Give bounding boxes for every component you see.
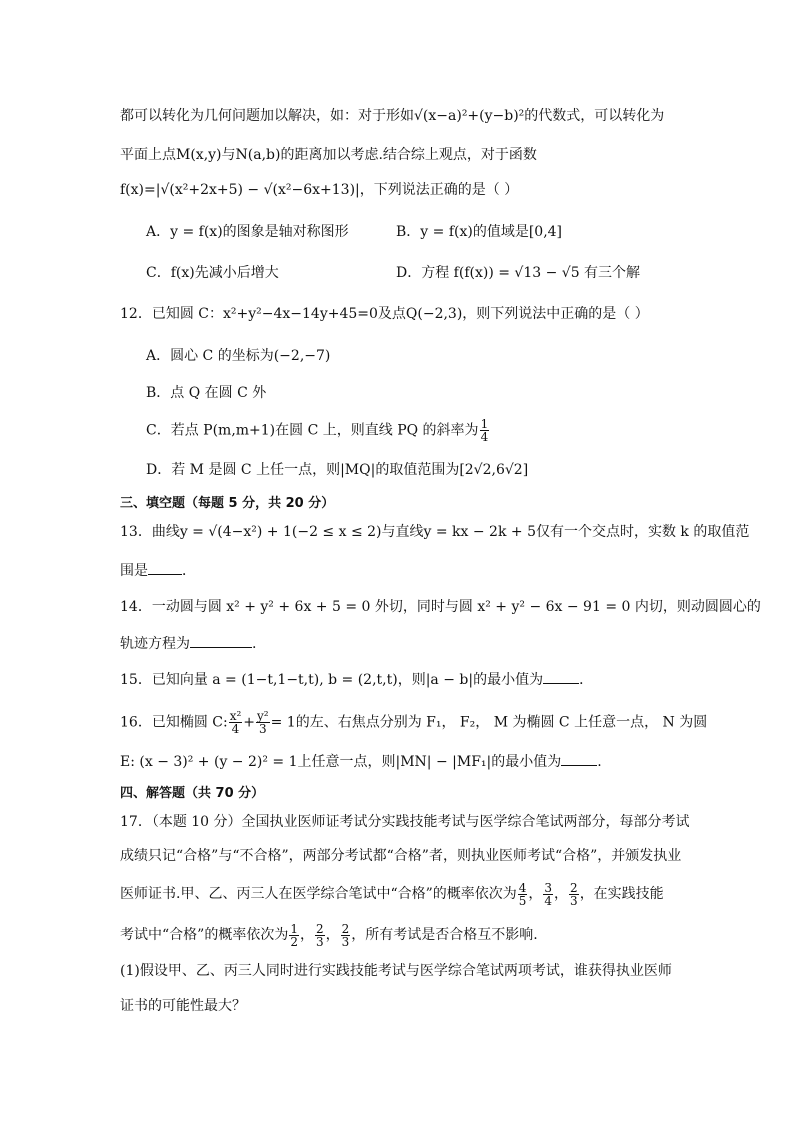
q12-option-d: D．若 M 是圆 C 上任一点，则|MQ|的取值范围为[2√2,6√2] bbox=[146, 462, 529, 478]
q17-line-1: 17．（本题 10 分）全国执业医师证考试分实践技能考试与医学综合笔试两部分，每部分考试 bbox=[120, 814, 690, 830]
skill-fraction-1: $\frac{1}{2}$ bbox=[290, 921, 298, 949]
q17-line-4: 考试中“合格”的概率依次为 $\frac{1}{2}$ ， $\frac{2}{3}$ ， $\frac{2}{3}$ ，所有考试是否合格互不影响. bbox=[120, 921, 538, 949]
q11-option-d: D．方程 f(f(x)) = √13 − √5 有三个解 bbox=[396, 265, 641, 281]
prob-fraction-2: $\frac{3}{4}$ bbox=[544, 880, 553, 908]
q12-option-c-text: C．若点 P(m,m+1)在圆 C 上，则直线 PQ 的斜率为 bbox=[146, 422, 479, 439]
q12-option-a: A．圆心 C 的坐标为(−2,−7) bbox=[146, 348, 331, 364]
answer-blank-15 bbox=[543, 669, 579, 684]
slope-fraction: $\frac{1}{4}$ bbox=[480, 417, 489, 444]
q11-option-a: A．y = f(x)的图象是轴对称图形 bbox=[146, 224, 349, 240]
skill-fraction-3: $\frac{2}{3}$ bbox=[341, 921, 350, 949]
q17-line-3: 医师证书.甲、乙、丙三人在医学综合笔试中“合格”的概率依次为 $\frac{4}{5}$ ， $\frac{3}{4}$ ， $\frac{2}{3}$ ，在实践技能 bbox=[120, 880, 664, 908]
q14-line-1: 14．一动圆与圆 x² + y² + 6x + 5 = 0 外切，同时与圆 x² + y² − 6x − 91 = 0 内切，则动圆圆心的 bbox=[120, 599, 761, 615]
q11-option-c: C．f(x)先减小后增大 bbox=[146, 265, 279, 281]
q12-stem: 12．已知圆 C：x²+y²−4x−14y+45=0及点Q(−2,3)，则下列说法中正确的是（ ） bbox=[120, 306, 649, 322]
answer-blank-13 bbox=[148, 560, 182, 575]
skill-fraction-2: $\frac{2}{3}$ bbox=[315, 921, 324, 949]
answer-blank-14 bbox=[190, 633, 252, 648]
section-4-heading: 四、解答题（共 70 分） bbox=[120, 786, 265, 801]
q11-option-b: B．y = f(x)的值域是[0,4] bbox=[396, 224, 563, 240]
q16-line-1: 16．已知椭圆 C: $\frac{\text{x²}}{4}$ + $\frac{\text{y²}}{3}$ = 1的左、右焦点分别为 F₁， F₂， M 为椭圆 C 上任意一点， N 为圆 bbox=[120, 709, 708, 736]
q14-line-2: 轨迹方程为 . bbox=[120, 633, 256, 654]
q11-text-line-1: 都可以转化为几何问题加以解决，如：对于形如√(x−a)²+(y−b)²的代数式，可以转化为 bbox=[120, 108, 665, 124]
q11-text-line-2: 平面上点M(x,y)与N(a,b)的距离加以考虑.结合综上观点，对于函数 bbox=[120, 147, 537, 163]
q13-line-2: 围是 ． bbox=[120, 560, 196, 581]
q15-line: 15．已知向量 a = (1−t,1−t,t), b = (2,t,t)，则|a − b|的最小值为 ． bbox=[120, 669, 593, 690]
prob-fraction-3: $\frac{2}{3}$ bbox=[570, 880, 578, 908]
ellipse-x-fraction: $\frac{\text{x²}}{4}$ bbox=[229, 709, 242, 736]
q16-line-2: E: (x − 3)² + (y − 2)² = 1上任意一点，则|MN| − |MF₁|的最小值为 . bbox=[120, 751, 602, 772]
q12-option-c bbox=[146, 418, 490, 443]
q17-part-1-line-1: (1)假设甲、乙、丙三人同时进行实践技能考试与医学综合笔试两项考试，谁获得执业医师 bbox=[120, 963, 672, 979]
section-3-heading: 三、填空题（每题 5 分，共 20 分） bbox=[120, 496, 335, 511]
prob-fraction-1: $\frac{4}{5}$ bbox=[518, 880, 527, 908]
answer-blank-16 bbox=[561, 751, 597, 766]
q13-line-1: 13．曲线y = √(4−x²) + 1(−2 ≤ x ≤ 2)与直线y = kx − 2k + 5仅有一个交点时，实数 k 的取值范 bbox=[120, 524, 750, 540]
q11-function-line: f(x)=|√(x²+2x+5) − √(x²−6x+13)|，下列说法正确的是（ ） bbox=[120, 182, 519, 198]
q17-line-2: 成绩只记“合格”与“不合格”，两部分考试都“合格”者，则执业医师考试“合格”，并颁发执业 bbox=[120, 848, 682, 864]
q17-part-1-line-2: 证书的可能性最大？ bbox=[120, 998, 246, 1014]
ellipse-y-fraction: $\frac{\text{y²}}{3}$ bbox=[257, 709, 269, 736]
q12-option-b: B．点 Q 在圆 C 外 bbox=[146, 385, 267, 401]
